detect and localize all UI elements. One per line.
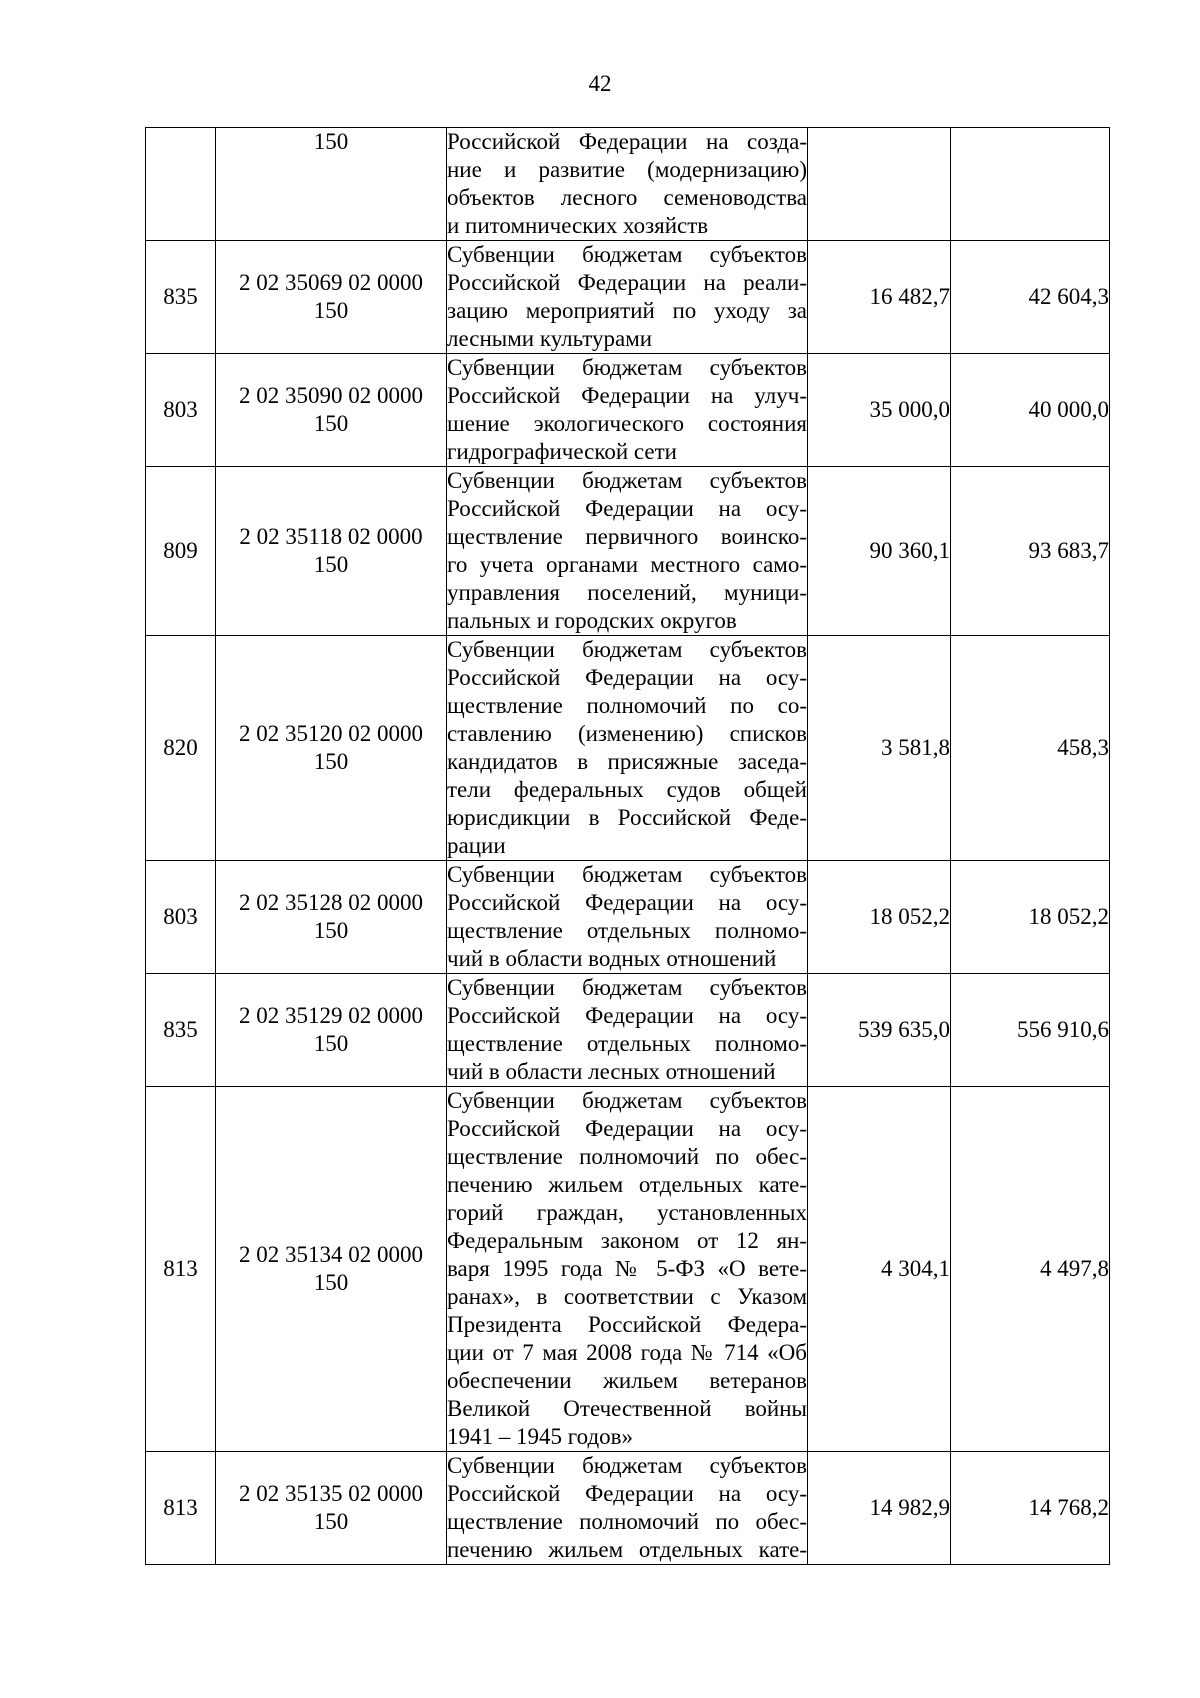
revenue-name-line: 1941 – 1945 годов» bbox=[447, 1424, 634, 1449]
revenue-name-line: тели федеральных судов общей bbox=[447, 777, 807, 802]
revenue-name-cell bbox=[447, 354, 808, 467]
admin-code-cell: 813 bbox=[146, 1452, 216, 1565]
amount-year2-cell: 458,3 bbox=[951, 636, 1110, 861]
revenue-name-line: Российской Федерации на осу- bbox=[447, 496, 807, 521]
admin-code-cell: 803 bbox=[146, 861, 216, 974]
revenue-name-line: Федеральным законом от 12 ян- bbox=[447, 1228, 807, 1253]
revenue-name-cell bbox=[447, 128, 808, 241]
revenue-name-line: лесными культурами bbox=[447, 326, 653, 351]
revenue-name-line: обеспечении жильем ветеранов bbox=[447, 1368, 807, 1393]
revenue-name-line: ществление отдельных полномо- bbox=[447, 918, 807, 943]
budget-code-line: 150 bbox=[313, 129, 349, 154]
budget-code-cell bbox=[216, 467, 447, 636]
amount-year1-cell: 18 052,2 bbox=[808, 861, 951, 974]
revenue-name-line: Президента Российской Федера- bbox=[447, 1312, 807, 1337]
amount-year2-cell: 18 052,2 bbox=[951, 861, 1110, 974]
revenue-name-line: ществление отдельных полномо- bbox=[447, 1031, 807, 1056]
budget-code-line: 2 02 35129 02 0000 bbox=[239, 1003, 423, 1028]
admin-code-cell bbox=[146, 128, 216, 241]
revenue-name-line: Великой Отечественной войны bbox=[447, 1396, 807, 1421]
revenue-name-line: Субвенции бюджетам субъектов bbox=[447, 862, 807, 887]
budget-code-line: 150 bbox=[313, 918, 349, 943]
revenue-name-cell bbox=[447, 467, 808, 636]
admin-code-cell: 809 bbox=[146, 467, 216, 636]
amount-year2-cell: 40 000,0 bbox=[951, 354, 1110, 467]
page-number: 42 bbox=[588, 71, 612, 96]
revenue-name-line: Субвенции бюджетам субъектов bbox=[447, 242, 807, 267]
revenue-name-line: рации bbox=[447, 833, 506, 858]
revenue-name-line: Российской Федерации на созда- bbox=[447, 129, 807, 154]
budget-table-body bbox=[146, 128, 1110, 1565]
revenue-name-line: управления поселений, муници- bbox=[447, 580, 807, 605]
revenue-name-line: варя 1995 года № 5-ФЗ «О вете- bbox=[447, 1256, 807, 1281]
admin-code-cell: 835 bbox=[146, 241, 216, 354]
table-row bbox=[146, 1087, 1110, 1452]
revenue-name-line: зацию мероприятий по уходу за bbox=[447, 298, 807, 323]
budget-code-line: 2 02 35090 02 0000 bbox=[239, 383, 423, 408]
budget-code-cell bbox=[216, 241, 447, 354]
amount-year2-cell: 42 604,3 bbox=[951, 241, 1110, 354]
revenue-name-line: горий граждан, установленных bbox=[447, 1200, 807, 1225]
revenue-name-line: Российской Федерации на осу- bbox=[447, 1003, 807, 1028]
admin-code-cell: 835 bbox=[146, 974, 216, 1087]
revenue-name-line: печению жильем отдельных кате- bbox=[447, 1537, 807, 1562]
budget-code-cell bbox=[216, 861, 447, 974]
revenue-name-cell bbox=[447, 636, 808, 861]
budget-code-line: 2 02 35069 02 0000 bbox=[239, 270, 423, 295]
amount-year1-cell: 14 982,9 bbox=[808, 1452, 951, 1565]
revenue-name-line: ние и развитие (модернизацию) bbox=[447, 157, 807, 182]
table-row bbox=[146, 128, 1110, 241]
revenue-name-line: Российской Федерации на улуч- bbox=[447, 383, 807, 408]
admin-code-cell: 803 bbox=[146, 354, 216, 467]
revenue-name-line: Субвенции бюджетам субъектов bbox=[447, 975, 807, 1000]
budget-code-line: 150 bbox=[313, 1509, 349, 1534]
budget-code-line: 150 bbox=[313, 1031, 349, 1056]
budget-code-line: 150 bbox=[313, 298, 349, 323]
budget-code-line: 150 bbox=[313, 1270, 349, 1295]
admin-code-cell: 813 bbox=[146, 1087, 216, 1452]
amount-year1-cell: 539 635,0 bbox=[808, 974, 951, 1087]
revenue-name-line: Российской Федерации на осу- bbox=[447, 1116, 807, 1141]
budget-table bbox=[145, 127, 1110, 1565]
budget-code-line: 150 bbox=[313, 411, 349, 436]
budget-code-cell bbox=[216, 636, 447, 861]
table-row bbox=[146, 467, 1110, 636]
revenue-name-line: кандидатов в присяжные заседа- bbox=[447, 749, 807, 774]
revenue-name-line: чий в области водных отношений bbox=[447, 946, 777, 971]
revenue-name-line: шение экологического состояния bbox=[447, 411, 807, 436]
budget-code-cell bbox=[216, 1087, 447, 1452]
table-row bbox=[146, 974, 1110, 1087]
revenue-name-line: объектов лесного семеноводства bbox=[447, 185, 807, 210]
budget-code-cell bbox=[216, 974, 447, 1087]
amount-year2-cell: 4 497,8 bbox=[951, 1087, 1110, 1452]
table-row bbox=[146, 1452, 1110, 1565]
budget-code-line: 150 bbox=[313, 749, 349, 774]
revenue-name-line: ции от 7 мая 2008 года № 714 «Об bbox=[447, 1340, 807, 1365]
budget-code-line: 2 02 35118 02 0000 bbox=[239, 524, 423, 549]
revenue-name-line: и питомнических хозяйств bbox=[447, 213, 709, 238]
revenue-name-line: печению жильем отдельных кате- bbox=[447, 1172, 807, 1197]
revenue-name-line: Российской Федерации на осу- bbox=[447, 665, 807, 690]
table-row bbox=[146, 861, 1110, 974]
budget-code-cell bbox=[216, 128, 447, 241]
revenue-name-line: Субвенции бюджетам субъектов bbox=[447, 1088, 807, 1113]
revenue-name-line: го учета органами местного само- bbox=[447, 552, 807, 577]
budget-code-line: 2 02 35120 02 0000 bbox=[239, 721, 423, 746]
revenue-name-line: Субвенции бюджетам субъектов bbox=[447, 355, 807, 380]
revenue-name-line: ранах», в соответствии с Указом bbox=[447, 1284, 807, 1309]
revenue-name-line: Российской Федерации на осу- bbox=[447, 1481, 807, 1506]
revenue-name-cell bbox=[447, 974, 808, 1087]
amount-year1-cell: 4 304,1 bbox=[808, 1087, 951, 1452]
table-row bbox=[146, 241, 1110, 354]
amount-year2-cell: 93 683,7 bbox=[951, 467, 1110, 636]
revenue-name-line: ществление полномочий по обес- bbox=[447, 1509, 807, 1534]
amount-year1-cell: 3 581,8 bbox=[808, 636, 951, 861]
amount-year1-cell: 35 000,0 bbox=[808, 354, 951, 467]
amount-year1-cell: 16 482,7 bbox=[808, 241, 951, 354]
amount-year1-cell bbox=[808, 128, 951, 241]
amount-year2-cell: 14 768,2 bbox=[951, 1452, 1110, 1565]
budget-code-line: 150 bbox=[313, 552, 349, 577]
revenue-name-cell bbox=[447, 861, 808, 974]
table-row bbox=[146, 354, 1110, 467]
revenue-name-line: ществление полномочий по со- bbox=[447, 693, 807, 718]
revenue-name-cell bbox=[447, 241, 808, 354]
revenue-name-cell bbox=[447, 1452, 808, 1565]
revenue-name-line: юрисдикции в Российской Феде- bbox=[447, 805, 807, 830]
revenue-name-cell bbox=[447, 1087, 808, 1452]
amount-year2-cell bbox=[951, 128, 1110, 241]
budget-code-line: 2 02 35128 02 0000 bbox=[239, 890, 423, 915]
revenue-name-line: Российской Федерации на реали- bbox=[447, 270, 807, 295]
budget-code-line: 2 02 35135 02 0000 bbox=[239, 1481, 423, 1506]
revenue-name-line: гидрографической сети bbox=[447, 439, 677, 464]
revenue-name-line: Российской Федерации на осу- bbox=[447, 890, 807, 915]
budget-code-cell bbox=[216, 1452, 447, 1565]
budget-code-line: 2 02 35134 02 0000 bbox=[239, 1242, 423, 1267]
revenue-name-line: чий в области лесных отношений bbox=[447, 1059, 776, 1084]
revenue-name-line: ставлению (изменению) списков bbox=[447, 721, 807, 746]
revenue-name-line: ществление полномочий по обес- bbox=[447, 1144, 807, 1169]
budget-code-cell bbox=[216, 354, 447, 467]
revenue-name-line: ществление первичного воинско- bbox=[447, 524, 807, 549]
revenue-name-line: пальных и городских округов bbox=[447, 608, 737, 633]
revenue-name-line: Субвенции бюджетам субъектов bbox=[447, 1453, 807, 1478]
amount-year1-cell: 90 360,1 bbox=[808, 467, 951, 636]
revenue-name-line: Субвенции бюджетам субъектов bbox=[447, 468, 807, 493]
amount-year2-cell: 556 910,6 bbox=[951, 974, 1110, 1087]
admin-code-cell: 820 bbox=[146, 636, 216, 861]
table-row bbox=[146, 636, 1110, 861]
revenue-name-line: Субвенции бюджетам субъектов bbox=[447, 637, 807, 662]
